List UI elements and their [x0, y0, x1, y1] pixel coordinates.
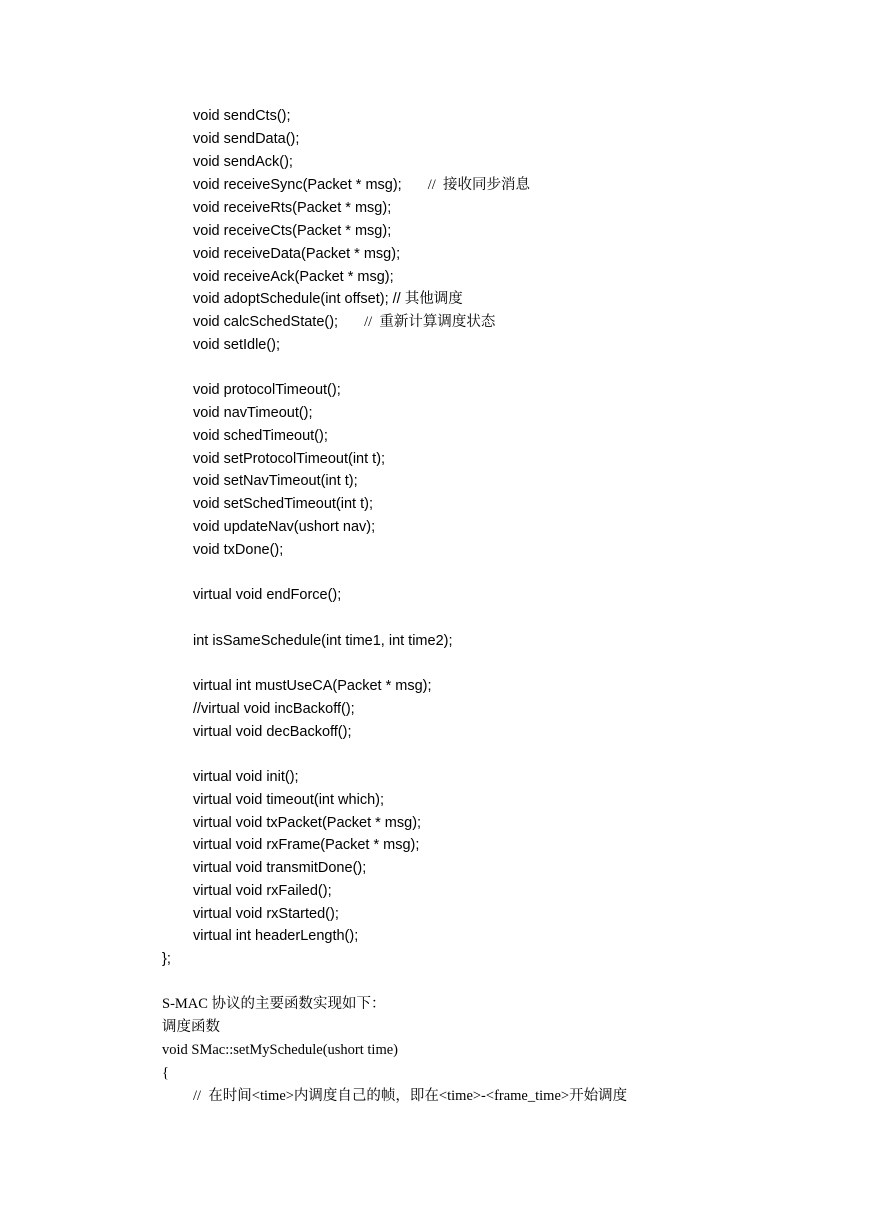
- code-line: virtual void rxStarted();: [193, 906, 339, 922]
- code-line: virtual void rxFrame(Packet * msg);: [193, 837, 420, 853]
- code-line: {: [162, 1065, 169, 1081]
- code-line: virtual void endForce();: [193, 587, 342, 603]
- code-comment: // 在时间<time>内调度自己的帧，即在<time>-<frame_time>开始调度: [193, 1088, 628, 1104]
- code-line: void setIdle();: [193, 337, 281, 353]
- code-line: void receiveData(Packet * msg);: [193, 246, 401, 262]
- code-line: void sendData();: [193, 131, 300, 147]
- code-line: void schedTimeout();: [193, 428, 328, 444]
- code-line: int isSameSchedule(int time1, int time2);: [193, 633, 453, 649]
- section-heading: 调度函数: [162, 1019, 220, 1035]
- code-text: void receiveSync(Packet * msg);: [193, 177, 402, 193]
- code-line: virtual int mustUseCA(Packet * msg);: [193, 678, 432, 694]
- code-line: void txDone();: [193, 542, 284, 558]
- code-line: virtual int headerLength();: [193, 928, 359, 944]
- code-text: void calcSchedState();: [193, 314, 339, 330]
- code-text: void adoptSchedule(int offset); //: [193, 291, 401, 307]
- code-line: [193, 176, 530, 194]
- code-comment: // 重新计算调度状态: [364, 314, 496, 330]
- code-line: virtual void rxFailed();: [193, 883, 332, 899]
- code-line: };: [162, 951, 171, 967]
- code-line: void navTimeout();: [193, 405, 313, 421]
- code-line: void receiveAck(Packet * msg);: [193, 269, 394, 285]
- code-line: virtual void txPacket(Packet * msg);: [193, 815, 422, 831]
- code-line: void sendAck();: [193, 154, 293, 170]
- code-line: void setSchedTimeout(int t);: [193, 496, 373, 512]
- section-intro: S-MAC 协议的主要函数实现如下：: [162, 996, 386, 1012]
- code-line: void SMac::setMySchedule(ushort time): [162, 1042, 398, 1058]
- code-line: void setProtocolTimeout(int t);: [193, 451, 386, 467]
- code-line: [193, 313, 495, 331]
- code-line: virtual void decBackoff();: [193, 724, 352, 740]
- code-line: virtual void timeout(int which);: [193, 792, 384, 808]
- code-line: void receiveCts(Packet * msg);: [193, 223, 392, 239]
- code-line: //virtual void incBackoff();: [193, 701, 355, 717]
- code-line: void protocolTimeout();: [193, 382, 341, 398]
- code-line: void receiveRts(Packet * msg);: [193, 200, 392, 216]
- code-line: void sendCts();: [193, 108, 291, 124]
- code-line: [193, 290, 463, 308]
- code-line: virtual void transmitDone();: [193, 860, 367, 876]
- code-comment: 其他调度: [404, 291, 463, 307]
- code-line: void setNavTimeout(int t);: [193, 473, 358, 489]
- code-line: virtual void init();: [193, 769, 299, 785]
- code-comment: // 接收同步消息: [427, 177, 531, 193]
- code-line: void updateNav(ushort nav);: [193, 519, 376, 535]
